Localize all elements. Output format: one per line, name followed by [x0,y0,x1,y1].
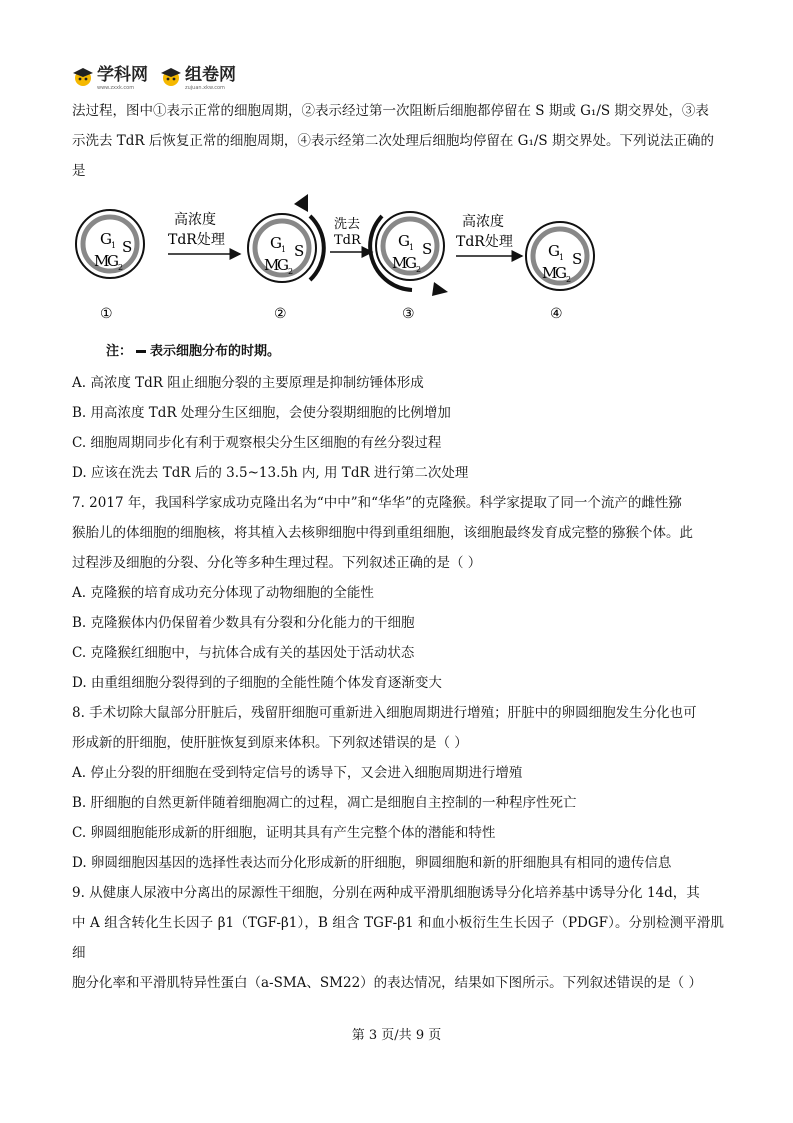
phase-g1-sub: 1 [111,241,117,250]
q9-stem-1: 9. 从健康人尿液中分离出的尿源性干细胞，分别在两种成平滑肌细胞诱导分化培养基中诱导分化 14d，其 [72,885,700,901]
phase-m: M [542,264,558,282]
phase-m: M [94,252,110,270]
q8-option-c: C. 卵圆细胞能形成新的肝细胞，证明其具有产生完整个体的潜能和特性 [72,825,496,841]
q7-stem-1: 7. 2017 年，我国科学家成功克隆出名为“中中”和“华华”的克隆猴。科学家提取了同一个流产的雌性猕 [72,495,682,511]
phase-g1: G [270,234,282,252]
arrow2-line2: TdR [334,233,361,248]
q7-stem-2: 猴胎儿的体细胞的细胞核，将其植入去核卵细胞中得到重组细胞，该细胞最终发育成完整的猕猴个体。此 [72,525,693,541]
q8-option-b: B. 肝细胞的自然更新伴随着细胞凋亡的过程，凋亡是细胞自主控制的一种程序性死亡 [72,795,577,811]
diagram-note [106,336,724,368]
phase-g1: G [548,242,560,260]
arrow1-line1: 高浓度 [174,212,216,228]
q8-stem-2: 形成新的肝细胞，使肝脏恢复到原来体积。下列叙述错误的是（ ） [72,735,468,751]
intro-line-2: 示洗去 TdR 后恢复正常的细胞周期，④表示经第二次处理后细胞均停留在 G₁/S 期交界处。下列说法正确的 [72,133,714,149]
header-logos [72,60,236,91]
q9-stem-2: 中 A 组含转化生长因子 β1（TGF-β1），B 组含 TGF-β1 和血小板衍生生长因子（PDGF）。分别检测平滑肌细 [72,915,724,961]
cycle-4 [526,222,594,322]
q6-option-d: D. 应该在洗去 TdR 后的 3.5~13.5h 内, 用 TdR 进行第二次处理 [72,465,469,481]
phase-s: S [122,238,133,256]
label-1: ① [100,306,113,322]
arrow3-line1: 高浓度 [462,214,504,230]
q6-option-c: C. 细胞周期同步化有利于观察根尖分生区细胞的有丝分裂过程 [72,435,442,451]
page-footer: 第 3 页/共 9 页 [351,1028,442,1043]
phase-g2: G [405,254,417,272]
q7-option-b: B. 克隆猴体内仍保留着少数具有分裂和分化能力的干细胞 [72,615,415,631]
label-2: ② [274,306,287,322]
page-content [72,96,724,998]
arrow3-line2: TdR处理 [456,234,513,250]
q6-option-a: A. 高浓度 TdR 阻止细胞分裂的主要原理是抑制纺锤体形成 [72,375,424,391]
logo-xuekewang-url: www.zxxk.com [97,85,135,91]
q9-stem-3: 胞分化率和平滑肌特异性蛋白（a-SMA、SM22）的表达情况，结果如下图所示。下列叙述错误的是（ ） [72,975,702,991]
phase-g1: G [398,232,410,250]
logo-xuekewang[interactable] [72,60,148,91]
phase-g2-sub: 2 [118,263,124,272]
phase-m: M [264,256,280,274]
phase-m: M [392,254,408,272]
phase-g1-sub: 1 [409,243,415,252]
arrow1-line2: TdR处理 [168,232,225,248]
cycle-3 [370,212,448,322]
note-bar-icon [136,350,146,353]
graduate-cap-icon [72,65,94,87]
phase-s: S [422,240,433,258]
arrow2-line1: 洗去 [334,217,361,232]
cycle-1 [76,210,144,322]
phase-g1-sub: 1 [559,253,565,262]
logo-zujuanwang-text: 组卷网 [185,65,236,85]
q8-option-a: A. 停止分裂的肝细胞在受到特定信号的诱导下，又会进入细胞周期进行增殖 [72,765,523,781]
logo-xuekewang-text: 学科网 [97,65,148,85]
q7-option-a: A. 克隆猴的培育成功充分体现了动物细胞的全能性 [72,585,374,601]
logo-zujuanwang-url: zujuan.xkw.com [185,85,225,91]
q8-stem-1: 8. 手术切除大鼠部分肝脏后，残留肝细胞可重新进入细胞周期进行增殖；肝脏中的卵圆细胞发生分化也可 [72,705,697,721]
phase-g2-sub: 2 [288,267,294,276]
q7-option-d: D. 由重组细胞分裂得到的子细胞的全能性随个体发育逐渐变大 [72,675,442,691]
q7-stem-3: 过程涉及细胞的分裂、分化等多种生理过程。下列叙述正确的是（ ） [72,555,482,571]
graduate-cap-icon [160,65,182,87]
q6-option-b: B. 用高浓度 TdR 处理分生区细胞，会使分裂期细胞的比例增加 [72,405,451,421]
q7-option-c: C. 克隆猴红细胞中，与抗体合成有关的基因处于活动状态 [72,645,415,661]
phase-s: S [294,242,305,260]
phase-g1: G [100,230,112,248]
label-3: ③ [402,306,415,322]
phase-s: S [572,250,583,268]
phase-g2-sub: 2 [416,265,422,274]
phase-g2: G [107,252,119,270]
q8-option-d: D. 卵圆细胞因基因的选择性表达而分化形成新的肝细胞，卵圆细胞和新的肝细胞具有相同的遗传信息 [72,855,672,871]
phase-g2: G [555,264,567,282]
intro-line-1: 法过程，图中①表示正常的细胞周期，②表示经过第一次阻断后细胞都停留在 S 期或 G₁/S 期交界处，③表 [72,103,709,119]
intro-line-3: 是 [72,163,86,179]
phase-g1-sub: 1 [281,245,287,254]
phase-g2-sub: 2 [566,275,572,284]
label-4: ④ [550,306,563,322]
cell-cycle-diagram [72,186,724,334]
logo-zujuanwang[interactable] [160,60,236,91]
cycle-2 [248,194,324,322]
note-prefix: 注： [106,344,133,359]
note-text: 表示细胞分布的时期。 [150,344,281,359]
phase-g2: G [277,256,289,274]
